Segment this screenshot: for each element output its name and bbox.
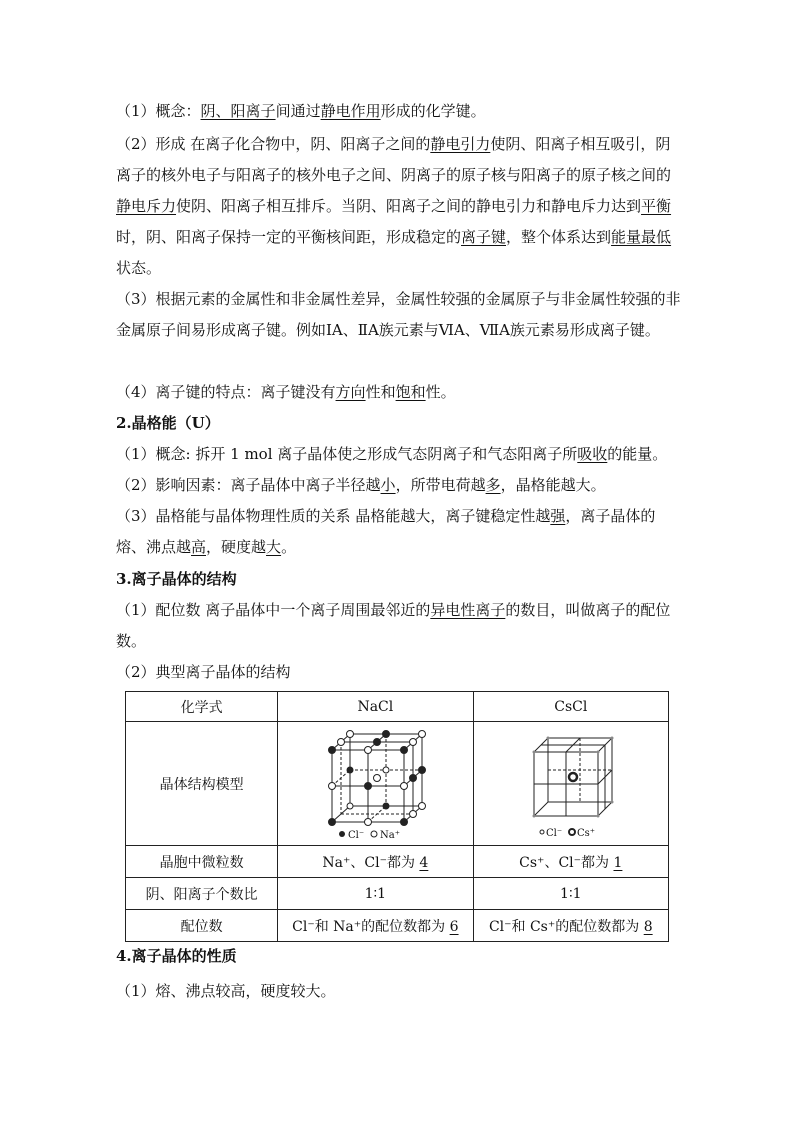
cscl-model-cell bbox=[473, 722, 668, 846]
cscl-particles bbox=[473, 846, 668, 878]
answer-blank: 静电作用 bbox=[320, 102, 381, 120]
text: 使阴、阳离子相互排斥。当阴、阳离子之间的静电引力和静电斥力达到 bbox=[176, 197, 642, 215]
table-row-coordination bbox=[126, 910, 669, 942]
answer-blank: 离子键 bbox=[461, 228, 507, 246]
nacl-model-cell bbox=[278, 722, 473, 846]
answer-blank: 1 bbox=[613, 854, 623, 871]
text: 的能量。 bbox=[607, 445, 668, 463]
answer-blank: 多 bbox=[485, 476, 501, 494]
text: 性和 bbox=[365, 383, 396, 401]
answer-blank: 静电斥力 bbox=[116, 197, 177, 215]
crystal-structure-table bbox=[125, 691, 669, 942]
cscl-coordination bbox=[473, 910, 668, 942]
text: 。 bbox=[281, 538, 297, 556]
answer-blank: 4 bbox=[419, 854, 429, 871]
nacl-legend-cl: Cl⁻ bbox=[348, 829, 365, 841]
nacl-ratio: 1∶1 bbox=[278, 878, 473, 910]
text: 形成的化学键。 bbox=[380, 102, 486, 120]
cscl-ratio: 1∶1 bbox=[473, 878, 668, 910]
text: ，所带电荷越 bbox=[395, 476, 486, 494]
row-label-coordination: 配位数 bbox=[126, 910, 278, 942]
s2-concept bbox=[116, 439, 682, 470]
s3-typical: （2）典型离子晶体的结构 bbox=[116, 663, 291, 681]
answer-blank: 平衡 bbox=[641, 197, 672, 215]
text: Cl⁻和 Cs⁺的配位数都为 bbox=[488, 918, 644, 935]
answer-blank: 8 bbox=[643, 918, 653, 935]
answer-blank: 强 bbox=[550, 507, 566, 525]
text: （2）形成 在离子化合物中，阴、阳离子之间的 bbox=[116, 135, 431, 153]
text: ，晶格能越大。 bbox=[500, 476, 606, 494]
nacl-legend-na: Na⁺ bbox=[380, 829, 401, 841]
text: ，离子晶体的熔、沸点越 bbox=[116, 507, 656, 556]
answer-blank: 异电性离子 bbox=[430, 601, 506, 619]
s4-heading: 4.离子晶体的性质 bbox=[116, 947, 237, 965]
s1-features bbox=[116, 377, 682, 408]
s2-factors bbox=[116, 470, 682, 501]
text: 状态。 bbox=[116, 259, 162, 277]
text: ，整个体系达到 bbox=[506, 228, 612, 246]
text: 时，阴、阳离子保持一定的平衡核间距，形成稳定的 bbox=[116, 228, 462, 246]
s1-formation bbox=[116, 129, 682, 284]
s1-concept bbox=[116, 96, 682, 127]
text: （3）晶格能与晶体物理性质的关系 晶格能越大，离子键稳定性越 bbox=[116, 507, 551, 525]
text: （2）影响因素：离子晶体中离子半径越 bbox=[116, 476, 381, 494]
text: Na⁺、Cl⁻都为 bbox=[322, 854, 420, 871]
s2-heading: 2.晶格能（U） bbox=[116, 414, 220, 432]
answer-blank: 能量最低 bbox=[611, 228, 672, 246]
s3-coordination bbox=[116, 595, 682, 657]
answer-blank: 方向 bbox=[335, 383, 366, 401]
text: Cl⁻和 Na⁺的配位数都为 bbox=[292, 918, 450, 935]
s2-relation bbox=[116, 501, 682, 563]
answer-blank: 阴、阳离子 bbox=[200, 102, 276, 120]
text: （3）根据元素的金属性和非金属性差异，金属性较强的金属原子与非金属性较强的非金属原子间易形成离子键。例如ⅠA、ⅡA族元素与ⅥA、ⅦA族元素易形成离子键。 bbox=[116, 290, 681, 339]
answer-blank: 6 bbox=[449, 918, 459, 935]
text: 间通过 bbox=[275, 102, 321, 120]
answer-blank: 大 bbox=[266, 538, 282, 556]
text: 使阴、阳离子相互吸引，阴离子的核外电子与阳离子的核外电子之间、阴离子的原子核与阳离子的原子核之间的 bbox=[116, 135, 672, 184]
text: （4）离子键的特点：离子键没有 bbox=[116, 383, 336, 401]
nacl-particles bbox=[278, 846, 473, 878]
header-cscl: CsCl bbox=[473, 692, 668, 722]
s1-element-rule bbox=[116, 284, 682, 346]
answer-blank: 小 bbox=[380, 476, 396, 494]
header-formula: 化学式 bbox=[126, 692, 278, 722]
cscl-legend-cl: Cl⁻ bbox=[545, 827, 562, 839]
nacl-crystal-figure bbox=[320, 726, 430, 842]
text: 的数目，叫做离子的配位数。 bbox=[116, 601, 671, 650]
table-row-model bbox=[126, 722, 669, 846]
cscl-legend-cs: Cs⁺ bbox=[576, 827, 595, 839]
table-row-particles bbox=[126, 846, 669, 878]
text: Cs⁺、Cl⁻都为 bbox=[519, 854, 614, 871]
text: （1）概念: 拆开 1 mol 离子晶体使之形成气态阴离子和气态阳离子所 bbox=[116, 445, 578, 463]
answer-blank: 吸收 bbox=[577, 445, 608, 463]
row-label-model: 晶体结构模型 bbox=[126, 722, 278, 846]
row-label-ratio: 阴、阳离子个数比 bbox=[126, 878, 278, 910]
row-label-particles: 晶胞中微粒数 bbox=[126, 846, 278, 878]
header-nacl: NaCl bbox=[278, 692, 473, 722]
nacl-coordination bbox=[278, 910, 473, 942]
table-row-ratio bbox=[126, 878, 669, 910]
text: 性。 bbox=[425, 383, 456, 401]
cscl-crystal-figure bbox=[516, 726, 626, 842]
text: （1）概念： bbox=[116, 102, 201, 120]
s3-heading: 3.离子晶体的结构 bbox=[116, 570, 237, 588]
answer-blank: 饱和 bbox=[395, 383, 426, 401]
answer-blank: 高 bbox=[191, 538, 207, 556]
text: （1）配位数 离子晶体中一个离子周围最邻近的 bbox=[116, 601, 431, 619]
table-header-row bbox=[126, 692, 669, 722]
answer-blank: 静电引力 bbox=[430, 135, 491, 153]
text: ，硬度越 bbox=[206, 538, 267, 556]
s4-properties: （1）熔、沸点较高，硬度较大。 bbox=[116, 982, 336, 1000]
